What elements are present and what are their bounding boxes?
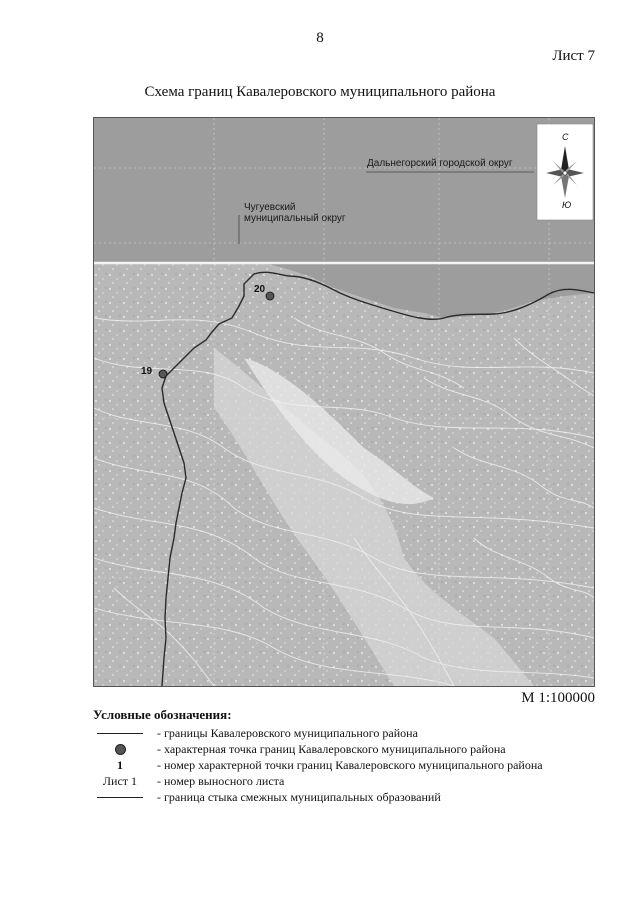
legend-text: - граница стыка смежных муниципальных образований (157, 789, 441, 804)
legend-text: - границы Кавалеровского муниципального района (157, 725, 418, 740)
legend-text: - характерная точка границ Кавалеровского муниципального района (157, 741, 506, 756)
map-title: Схема границ Кавалеровского муниципального района (144, 84, 496, 100)
legend-title: Условные обозначения: (93, 707, 232, 722)
legend-item-boundary-point (95, 741, 615, 757)
compass-south: Ю (562, 200, 572, 210)
map-frame (93, 117, 595, 687)
legend-symbol-line (95, 797, 145, 798)
legend-item-district-boundary (95, 725, 615, 741)
point-label-19: 19 (141, 366, 153, 377)
map-scale: М 1:100000 (521, 690, 595, 706)
legend-item-sheet-number (95, 773, 615, 789)
legend-text: - номер выносного листа (157, 773, 285, 788)
legend-sheet-sample: Лист 1 (102, 773, 138, 788)
region-label-dalnegorsk: Дальнегорский городской округ (367, 158, 513, 169)
page-number: 8 (316, 30, 324, 46)
point-label-20: 20 (254, 284, 266, 295)
boundary-point-20 (266, 292, 274, 300)
region-label-chuguevsky-2: муниципальный округ (244, 213, 346, 224)
legend-item-junction-boundary (95, 789, 615, 805)
legend-item-point-number (95, 757, 615, 773)
legend-symbol-number (95, 758, 145, 773)
legend-text: - номер характерной точки границ Кавалеровского муниципального района (157, 757, 543, 772)
map-canvas (94, 118, 594, 686)
legend (95, 725, 615, 805)
legend-number-sample: 1 (117, 757, 123, 772)
sheet-label: Лист 7 (552, 48, 595, 64)
legend-symbol-dot (95, 744, 145, 755)
boundary-point-19 (159, 370, 167, 378)
compass-north: С (562, 132, 569, 142)
compass-rose (537, 124, 593, 220)
legend-symbol-sheet (95, 774, 145, 789)
region-label-chuguevsky-1: Чугуевский (244, 202, 296, 213)
legend-symbol-line (95, 733, 145, 734)
